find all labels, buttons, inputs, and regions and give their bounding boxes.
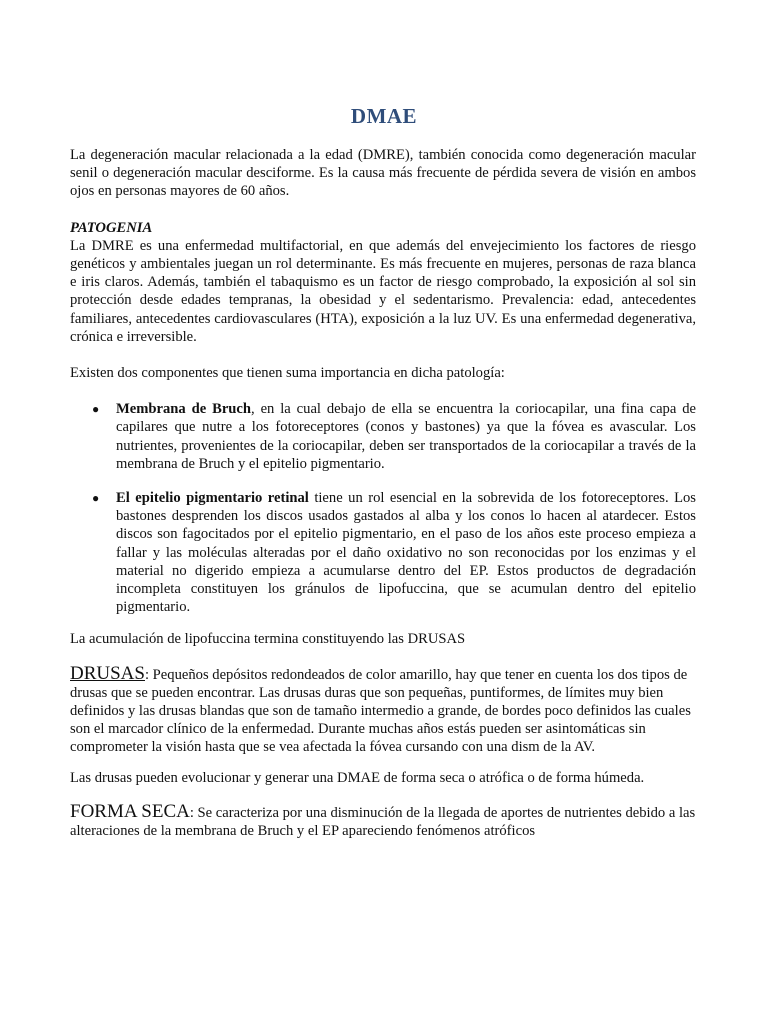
forma-seca-label: FORMA SECA [70, 800, 190, 822]
bullet-icon: ● [92, 491, 100, 506]
list-item-text: tiene un rol esencial en la sobrevida de los fotoreceptores. Los bastones desprenden los discos usados gastados al alba y los conos lo hacen al atardecer. Estos discos son fagocitados por el epitelio pigmentario, en el paso de los años este proceso empieza a fallar y las moléculas alteradas por el daño oxidativo no son reconocidas por los enzimas y el material no digerido empieza a acumularse dentro del EP. Estos productos de degradación incompleta constituyen los gránulos de lipofuccina, que se acumulan dentro del epitelio pigmentario. [116, 490, 696, 616]
components-intro: Existen dos componentes que tienen suma importancia en dicha patología: [70, 365, 505, 382]
drusas-paragraph [70, 662, 696, 757]
list-item-lead: El epitelio pigmentario retinal [116, 490, 309, 507]
patogenia-heading: PATOGENIA [70, 219, 153, 236]
list-item-lead: Membrana de Bruch [116, 401, 252, 418]
components-list [70, 400, 696, 616]
list-item-membrana-bruch [70, 400, 696, 473]
document-body [70, 146, 696, 840]
forma-seca-text: : Se caracteriza por una disminución de la llegada de aportes de nutrientes debido a las alteraciones de la membrana de Bruch y el EP apareciendo fenómenos atróficos [70, 804, 696, 840]
lipofuccina-paragraph: La acumulación de lipofuccina termina constituyendo las DRUSAS [70, 631, 466, 648]
list-item-epitelio [70, 489, 696, 616]
bullet-icon: ● [92, 402, 100, 417]
forma-seca-paragraph [70, 800, 696, 840]
drusas-label: DRUSAS [70, 662, 145, 684]
page-title: DMAE [350, 104, 418, 128]
drusas-text: : Pequeños depósitos redondeados de color amarillo, hay que tener en cuenta los dos tipos de drusas que se pueden encontrar. Las drusas duras que son pequeñas, puntiformes, de límites muy bien definidos y las drusas blandas que son de tamaño intermedio a grande, de bordes poco definidos las cuales son el marcador clínico de la enfermedad. Durante muchas años estás pueden ser asintomáticas sin comprometer la visión hasta que se vea afectada la fóvea cursando con una dism de la AV. [70, 666, 691, 756]
patogenia-paragraph: La DMRE es una enfermedad multifactorial, en que además del envejecimiento los factores de riesgo genéticos y ambientales juegan un rol determinante. Es más frecuente en mujeres, personas de raza blanca e iris claros. Además, también el tabaquismo es un factor de riesgo comprobado, la exposición al sol sin protección desde edades tempranas, la obesidad y el sedentarismo. Prevalencia: edad, antecedentes familiares, antecedentes cardiovasculares (HTA), exposición a la luz UV. Es una enfermedad degenerativa, crónica e irreversible. [70, 237, 696, 345]
evolution-paragraph: Las drusas pueden evolucionar y generar una DMAE de forma seca o atrófica o de forma húmeda. [70, 769, 645, 786]
list-item-text: , en la cual debajo de ella se encuentra la coriocapilar, una fina capa de capilares que nutre a los fotoreceptores (conos y bastones) ya que la fóvea es avascular. Los nutrientes, provenientes de la coriocapilar, deben ser transportados de la coriocapilar a través de la membrana de Bruch y el epitelio pigmentario. [116, 401, 696, 472]
intro-paragraph: La degeneración macular relacionada a la edad (DMRE), también conocida como degeneración macular senil o degeneración macular desciforme. Es la causa más frecuente de pérdida severa de visión en ambos ojos en personas mayores de 60 años. [70, 147, 696, 200]
